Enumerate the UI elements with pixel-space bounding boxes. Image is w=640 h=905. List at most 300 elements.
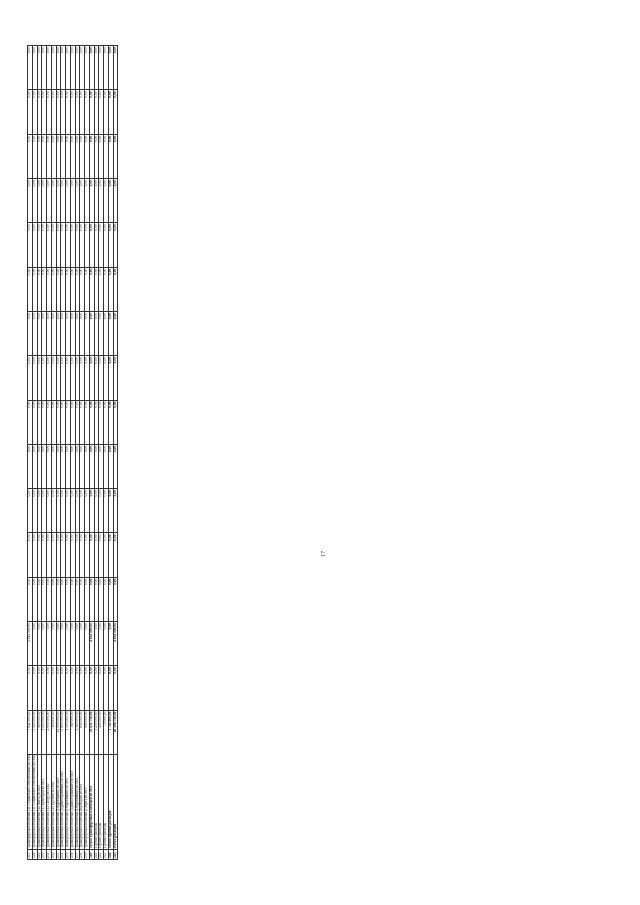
value-cell: 0,00 [89, 577, 94, 621]
value-cell: 0,00 [75, 577, 80, 621]
value-cell: 0,00 [99, 400, 104, 444]
value-cell: 0,00 [104, 223, 109, 267]
value-cell: 0,00 [70, 46, 75, 90]
value-cell: 0,00 [66, 666, 71, 710]
value-cell: 0,00 [89, 90, 94, 134]
value-cell: 420 000,00 [99, 710, 104, 754]
row-name-cell: Трансфертные платежи (12 ЖКХ) из МО [37, 754, 42, 849]
value-cell: 0,00 [66, 134, 71, 178]
value-cell: 0,00 [108, 533, 113, 577]
value-cell: 0,00 [104, 533, 109, 577]
value-cell: 0,00 [42, 489, 47, 533]
row-name-cell: Трансфертные платежи (Образование) из МО [75, 754, 80, 849]
value-cell: 0,00 [104, 577, 109, 621]
value-cell: 0,00 [113, 46, 118, 90]
value-cell: 0,00 [32, 90, 37, 134]
row-name-cell: Прочие расходы [99, 754, 104, 849]
value-cell: 0,00 [56, 90, 61, 134]
value-cell: 0,00 [89, 311, 94, 355]
value-cell: 0,00 [104, 267, 109, 311]
value-cell: 0,00 [28, 223, 33, 267]
value-cell: 0,00 [28, 267, 33, 311]
value-cell: 0,00 [28, 46, 33, 90]
value-cell: 0,00 [94, 400, 99, 444]
value-cell: 0,00 [42, 311, 47, 355]
value-cell: 0,00 [56, 400, 61, 444]
value-cell: 0,00 [80, 444, 85, 488]
value-cell: 0,00 [89, 666, 94, 710]
value-cell: 0,00 [42, 179, 47, 223]
value-cell: 0,00 [32, 444, 37, 488]
value-cell: 0,00 [47, 489, 52, 533]
value-cell: 0,00 [113, 400, 118, 444]
value-cell: 0,00 [56, 46, 61, 90]
value-cell: 0,00 [51, 533, 56, 577]
value-cell: 0,00 [28, 134, 33, 178]
value-cell: 5 800 000,00 [61, 710, 66, 754]
value-cell: 0,00 [70, 90, 75, 134]
value-cell: 0,00 [61, 356, 66, 400]
value-cell: 0,00 [108, 267, 113, 311]
value-cell: 0,00 [37, 311, 42, 355]
value-cell: 0,00 [113, 577, 118, 621]
value-cell: 0,00 [37, 46, 42, 90]
value-cell: 0,00 [108, 223, 113, 267]
value-cell: 0,00 [75, 489, 80, 533]
value-cell: 0,00 [32, 533, 37, 577]
value-cell: 0,00 [80, 400, 85, 444]
value-cell: 0,00 [56, 489, 61, 533]
value-cell: 1 300 000,00 [66, 710, 71, 754]
value-cell: 0,00 [94, 577, 99, 621]
value-cell: 0,00 [80, 179, 85, 223]
value-cell: 0,00 [37, 400, 42, 444]
value-cell: 0,00 [47, 90, 52, 134]
value-cell: 0,00 [89, 46, 94, 90]
value-cell: 0,00 [108, 90, 113, 134]
value-cell: 0,00 [104, 46, 109, 90]
value-cell: 0,00 [94, 666, 99, 710]
value-cell: 0,00 [47, 533, 52, 577]
row-name-cell: Трансфертные платежи (Здравоохранение) из МО [70, 754, 75, 849]
value-cell: 0,00 [108, 311, 113, 355]
value-cell: 75 000,00 [104, 710, 109, 754]
value-cell: 2 100 000,00 [75, 710, 80, 754]
row-code-cell: 239 [85, 849, 90, 859]
value-cell: 0,00 [28, 533, 33, 577]
row-code-cell: 230 [42, 849, 47, 859]
row-code-cell: 232 [51, 849, 56, 859]
value-cell: 0,00 [94, 90, 99, 134]
value-cell: 0,00 [56, 134, 61, 178]
value-cell: 0,00 [51, 622, 56, 666]
value-cell: 0,00 [51, 311, 56, 355]
value-cell: 0,00 [85, 311, 90, 355]
value-cell: 0,00 [80, 666, 85, 710]
value-cell: 0,00 [94, 311, 99, 355]
value-cell: 0,00 [32, 311, 37, 355]
value-cell: 0,00 [32, 400, 37, 444]
value-cell: 0,00 [37, 356, 42, 400]
value-cell: 0,00 [37, 533, 42, 577]
value-cell: 40 596 750,00 [113, 710, 118, 754]
value-cell: 0,00 [61, 311, 66, 355]
value-cell: 0,00 [42, 622, 47, 666]
value-cell: 0,00 [75, 46, 80, 90]
value-cell: 0,00 [104, 400, 109, 444]
value-cell: 0,00 [32, 179, 37, 223]
value-cell: 0,00 [61, 444, 66, 488]
value-cell: 0,00 [42, 134, 47, 178]
value-cell: 12 500 000,00 [56, 710, 61, 754]
value-cell: 0,00 [66, 577, 71, 621]
page-number: 17 [321, 551, 327, 557]
value-cell: 0,00 [56, 666, 61, 710]
value-cell: 0,00 [80, 356, 85, 400]
value-cell: 0,00 [94, 46, 99, 90]
value-cell: 0,00 [47, 444, 52, 488]
value-cell: 0,00 [56, 622, 61, 666]
row-name-cell: Трансфертные платежи (14 Спорт) из МО [47, 754, 52, 849]
value-cell: 0,00 [70, 444, 75, 488]
value-cell: 0,00 [104, 622, 109, 666]
value-cell: 0,00 [56, 577, 61, 621]
value-cell: 0,00 [94, 622, 99, 666]
value-cell: 0,00 [32, 134, 37, 178]
value-cell: 0,00 [108, 400, 113, 444]
value-cell: 0,00 [51, 577, 56, 621]
value-cell: 0,00 [42, 577, 47, 621]
value-cell: 0,00 [85, 223, 90, 267]
value-cell: 0,00 [42, 267, 47, 311]
value-cell: 0,00 [99, 533, 104, 577]
value-cell: 0,00 [89, 444, 94, 488]
value-cell: 0,00 [94, 356, 99, 400]
value-cell: 0,00 [28, 311, 33, 355]
value-cell: 0,00 [75, 267, 80, 311]
value-cell: 0,00 [94, 267, 99, 311]
value-cell: 0,00 [94, 489, 99, 533]
value-cell: 0,00 [75, 356, 80, 400]
value-cell: 0,00 [108, 489, 113, 533]
value-cell: 0,00 [108, 356, 113, 400]
value-cell: 0,00 [37, 666, 42, 710]
value-cell: 0,00 [70, 311, 75, 355]
value-cell: 0,00 [28, 179, 33, 223]
value-cell: 0,00 [113, 356, 118, 400]
value-cell: 0,00 [99, 666, 104, 710]
row-name-cell: Прочие расходы [104, 754, 109, 849]
value-cell: 0,00 [75, 622, 80, 666]
value-cell: 0,00 [61, 134, 66, 178]
value-cell: 0,00 [70, 622, 75, 666]
value-cell: 0,00 [89, 223, 94, 267]
value-cell: 0,00 [75, 90, 80, 134]
value-cell: 0,00 [85, 90, 90, 134]
value-cell: 0,00 [70, 223, 75, 267]
value-cell: 0,00 [37, 223, 42, 267]
row-name-cell: Всего расходов [113, 754, 118, 849]
value-cell: 0,00 [47, 223, 52, 267]
row-code-cell: 240 [89, 849, 94, 859]
value-cell: 0,00 [108, 46, 113, 90]
value-cell: 0,00 [85, 134, 90, 178]
value-cell: 0,00 [89, 267, 94, 311]
value-cell: 0,00 [80, 223, 85, 267]
value-cell: 4 614 900,00 [89, 622, 94, 666]
value-cell: 0,00 [108, 444, 113, 488]
value-cell: 0,00 [85, 400, 90, 444]
row-code-cell: 228 [32, 849, 37, 859]
value-cell: 0,00 [85, 533, 90, 577]
value-cell: 0,00 [61, 46, 66, 90]
value-cell: 0,00 [32, 267, 37, 311]
value-cell: 0,00 [42, 400, 47, 444]
value-cell: 0,00 [113, 311, 118, 355]
value-cell: 0,00 [89, 400, 94, 444]
value-cell: 0,00 [47, 400, 52, 444]
value-cell: 0,00 [75, 134, 80, 178]
row-name-cell: Трансфертные платежи (Образование) из МО [66, 754, 71, 849]
row-code-cell: 231 [47, 849, 52, 859]
value-cell: 0,00 [66, 489, 71, 533]
row-name-cell: Трансфертные платежи (15 Прочие) из МО [51, 754, 56, 849]
value-cell: 0,00 [42, 444, 47, 488]
value-cell: 0,00 [113, 134, 118, 178]
value-cell: 0,00 [94, 444, 99, 488]
row-name-cell: Прочие расходы [94, 754, 99, 849]
value-cell: 0,00 [56, 533, 61, 577]
value-cell: 0,00 [32, 622, 37, 666]
value-cell: 0,00 [80, 134, 85, 178]
value-cell: 0,00 [99, 223, 104, 267]
value-cell: 0,00 [61, 577, 66, 621]
value-cell: 0,00 [56, 223, 61, 267]
value-cell: 0,00 [104, 356, 109, 400]
row-code-cell: 237 [75, 849, 80, 859]
row-name-cell: Трансфертные платежи (Образование) из МО [56, 754, 61, 849]
value-cell: 0,00 [42, 46, 47, 90]
value-cell: 0,00 [66, 356, 71, 400]
rotated-table-container [27, 45, 610, 860]
value-cell: 0,00 [66, 400, 71, 444]
value-cell: 0,00 [61, 489, 66, 533]
value-cell: 0,00 [51, 134, 56, 178]
value-cell: 0,00 [32, 223, 37, 267]
table-body [28, 46, 118, 860]
value-cell: 0,00 [56, 356, 61, 400]
value-cell: 0,00 [47, 179, 52, 223]
row-name-cell: Трансфертные платежи (11 Социальное обеспечение) из МО [31, 754, 36, 848]
row-code-cell: 227 [28, 849, 33, 859]
value-cell: 0,00 [80, 46, 85, 90]
value-cell: 0,00 [70, 577, 75, 621]
value-cell: 1 745 000,00 [108, 710, 113, 754]
row-code-cell: 243 [104, 849, 109, 859]
value-cell: 159 850,00 [51, 710, 56, 754]
value-cell: 0,00 [85, 356, 90, 400]
value-cell: 0,00 [75, 400, 80, 444]
value-cell: 0,00 [47, 622, 52, 666]
value-cell: 0,00 [85, 46, 90, 90]
value-cell: 0,00 [99, 622, 104, 666]
value-cell: 0,00 [94, 134, 99, 178]
value-cell: 0,00 [85, 622, 90, 666]
value-cell: 0,00 [108, 134, 113, 178]
value-cell: 0,00 [104, 489, 109, 533]
value-cell: 0,00 [66, 444, 71, 488]
value-cell: 0,00 [32, 356, 37, 400]
value-cell: 0,00 [47, 46, 52, 90]
value-cell: 0,00 [89, 134, 94, 178]
value-cell: 0,00 [108, 179, 113, 223]
value-cell: 0,00 [66, 223, 71, 267]
value-cell: 0,00 [56, 311, 61, 355]
value-cell: 0,00 [99, 179, 104, 223]
value-cell: 0,00 [99, 444, 104, 488]
value-cell: 0,00 [94, 533, 99, 577]
value-cell: 0,00 [47, 267, 52, 311]
value-cell: 0,00 [56, 444, 61, 488]
value-cell: 0,00 [42, 533, 47, 577]
value-cell: 0,00 [56, 179, 61, 223]
value-cell: 0,00 [99, 90, 104, 134]
row-code-cell: 236 [70, 849, 75, 859]
value-cell: 0,00 [113, 533, 118, 577]
value-cell: 0,00 [104, 666, 109, 710]
value-cell: 0,00 [89, 533, 94, 577]
value-cell: 0,00 [113, 444, 118, 488]
value-cell: 0,00 [51, 223, 56, 267]
value-cell: 0,00 [61, 223, 66, 267]
value-cell: 0,00 [37, 444, 42, 488]
value-cell: 0,00 [80, 533, 85, 577]
value-cell: 0,00 [80, 311, 85, 355]
value-cell: 0,00 [47, 666, 52, 710]
value-cell: 0,00 [37, 134, 42, 178]
value-cell: 0,00 [113, 666, 118, 710]
value-cell: 3 520 000,00 [32, 710, 37, 754]
value-cell: 0,00 [99, 311, 104, 355]
row-code-cell: 242 [99, 849, 104, 859]
value-cell: 0,00 [70, 179, 75, 223]
value-cell: 0,00 [66, 90, 71, 134]
value-cell: 0,00 [70, 489, 75, 533]
value-cell: 0,00 [51, 356, 56, 400]
row-code-cell: 234 [61, 849, 66, 859]
value-cell: 0,00 [42, 223, 47, 267]
value-cell: 0,00 [51, 489, 56, 533]
value-cell: 0,00 [28, 444, 33, 488]
value-cell: 0,00 [85, 444, 90, 488]
value-cell: 0,00 [70, 356, 75, 400]
value-cell: 780 000,00 [70, 710, 75, 754]
value-cell: 0,00 [66, 267, 71, 311]
value-cell: 0,00 [51, 400, 56, 444]
row-name-cell: Итого трансфертных платежей из МО [89, 754, 94, 849]
value-cell: 0,00 [61, 179, 66, 223]
value-cell: 0,00 [37, 90, 42, 134]
value-cell: 0,00 [99, 577, 104, 621]
value-cell: 0,00 [51, 46, 56, 90]
value-cell: 0,00 [99, 134, 104, 178]
value-cell: 0,00 [32, 577, 37, 621]
row-name-cell: Трансфертные платежи (Здравоохранение) из МО [61, 754, 66, 849]
value-cell: 0,00 [104, 134, 109, 178]
row-name-cell: Итого прочих расходов [108, 754, 113, 849]
value-cell: 0,00 [104, 311, 109, 355]
value-cell: 0,00 [66, 533, 71, 577]
value-cell: 0,00 [75, 179, 80, 223]
row-code-cell: 241 [94, 849, 99, 859]
value-cell: 0,00 [51, 267, 56, 311]
value-cell: 0,00 [99, 267, 104, 311]
value-cell: 0,00 [37, 622, 42, 666]
value-cell: 0,00 [75, 666, 80, 710]
value-cell: 0,00 [47, 577, 52, 621]
value-cell: 0,00 [28, 489, 33, 533]
value-cell: 0,00 [70, 666, 75, 710]
value-cell: 0,00 [108, 622, 113, 666]
value-cell: 0,00 [85, 666, 90, 710]
value-cell: 900 000,00 [85, 710, 90, 754]
value-cell: 0,00 [99, 46, 104, 90]
row-code-cell: 233 [56, 849, 61, 859]
value-cell: 0,00 [37, 179, 42, 223]
value-cell: 0,00 [61, 622, 66, 666]
row-name-cell: Трансфертные платежи (13 Культура) из МО [42, 754, 47, 849]
value-cell: 0,00 [80, 489, 85, 533]
row-code-cell: 229 [37, 849, 42, 859]
value-cell: 4 614 900,00 [113, 622, 118, 666]
value-cell: 4 614 900,00 [28, 622, 33, 666]
value-cell: 0,00 [32, 666, 37, 710]
value-cell: 0,00 [70, 533, 75, 577]
value-cell: 0,00 [70, 267, 75, 311]
value-cell: 1 200 000,00 [42, 710, 47, 754]
value-cell: 0,00 [61, 267, 66, 311]
value-cell: 0,00 [42, 666, 47, 710]
row-code-cell: 235 [66, 849, 71, 859]
value-cell: 0,00 [113, 90, 118, 134]
value-cell: 0,00 [108, 577, 113, 621]
value-cell: 0,00 [75, 311, 80, 355]
value-cell: 0,00 [42, 356, 47, 400]
value-cell: 0,00 [80, 577, 85, 621]
value-cell: 0,00 [89, 489, 94, 533]
value-cell: 0,00 [42, 90, 47, 134]
value-cell: 0,00 [70, 134, 75, 178]
value-cell: 0,00 [51, 444, 56, 488]
value-cell: 0,00 [37, 489, 42, 533]
value-cell: 0,00 [85, 577, 90, 621]
value-cell: 0,00 [66, 622, 71, 666]
value-cell: 0,00 [37, 577, 42, 621]
value-cell: 2 000 000,00 [47, 710, 52, 754]
value-cell: 0,00 [113, 489, 118, 533]
value-cell: 0,00 [32, 46, 37, 90]
value-cell: 0,00 [61, 400, 66, 444]
value-cell: 1 250 000,00 [94, 710, 99, 754]
value-cell: 0,00 [99, 489, 104, 533]
data-table [27, 45, 118, 860]
value-cell: 0,00 [37, 267, 42, 311]
value-cell: 0,00 [99, 356, 104, 400]
row-name-cell: Трансфертные платежи (Культура) из МО [80, 754, 85, 849]
value-cell: 0,00 [75, 223, 80, 267]
value-cell: 0,00 [61, 90, 66, 134]
value-cell: 0,00 [113, 223, 118, 267]
